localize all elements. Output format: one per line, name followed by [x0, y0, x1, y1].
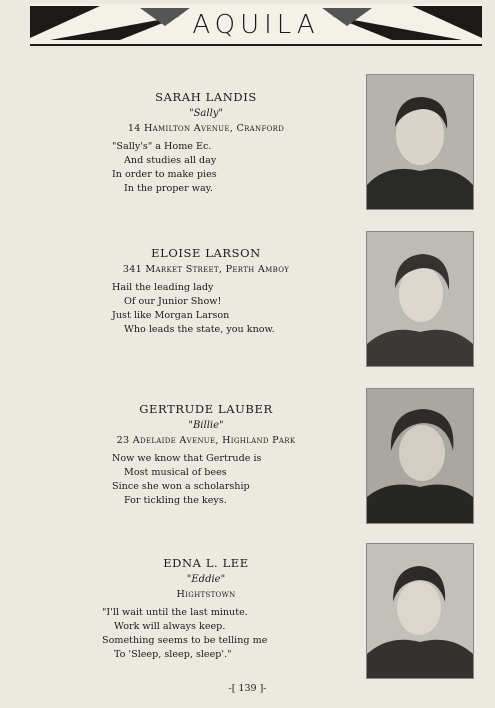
student-photo: [366, 74, 474, 210]
student-address: 23 Adelaide Avenue, Highland Park: [116, 435, 296, 446]
verse-line: Work will always keep.: [114, 621, 226, 632]
portrait-image: [367, 544, 473, 678]
student-name: EDNA L. LEE: [163, 556, 249, 570]
student-address: 341 Market Street, Perth Amboy: [122, 264, 290, 275]
verse-line: Something seems to be telling me: [102, 635, 268, 646]
student-photo: [366, 543, 474, 679]
entry-edna-lee: [72, 556, 340, 662]
header-banner: [30, 4, 482, 46]
verse-line: "Sally's" a Home Ec.: [112, 141, 212, 152]
student-verse: [112, 452, 340, 508]
student-name: SARAH LANDIS: [155, 90, 257, 104]
verse-line: Hail the leading lady: [112, 282, 214, 293]
student-nickname: "Eddie": [186, 574, 226, 585]
verse-line: Most musical of bees: [124, 467, 227, 478]
portrait-image: [367, 389, 473, 523]
student-verse: [102, 606, 340, 662]
student-photo: [366, 231, 474, 367]
verse-line: Of our Junior Show!: [124, 296, 222, 307]
student-name: GERTRUDE LAUBER: [139, 402, 273, 416]
verse-line: Who leads the state, you know.: [124, 324, 275, 335]
student-photo: [366, 388, 474, 524]
student-address: Hightstown: [176, 589, 236, 600]
student-verse: [112, 140, 340, 196]
page-number: -[ 139 ]-: [228, 683, 267, 694]
verse-line: Since she won a scholarship: [112, 481, 250, 492]
entry-sarah-landis: [72, 90, 340, 196]
entry-eloise-larson: [72, 246, 340, 337]
yearbook-title: AQUILA: [192, 10, 320, 40]
verse-line: In order to make pies: [112, 169, 217, 180]
verse-line: In the proper way.: [124, 183, 213, 194]
student-address: 14 Hamilton Avenue, Cranford: [127, 123, 285, 134]
student-verse: [112, 281, 340, 337]
student-nickname: "Billie": [188, 420, 224, 431]
verse-line: To 'Sleep, sleep, sleep'.": [114, 649, 232, 660]
entry-gertrude-lauber: [72, 402, 340, 508]
verse-line: "I'll wait until the last minute.: [102, 607, 248, 618]
portrait-image: [367, 232, 473, 366]
student-nickname: "Sally": [188, 108, 224, 119]
student-name: ELOISE LARSON: [151, 246, 261, 260]
portrait-image: [367, 75, 473, 209]
verse-line: And studies all day: [124, 155, 217, 166]
verse-line: Just like Morgan Larson: [112, 310, 230, 321]
verse-line: For tickling the keys.: [124, 495, 227, 506]
verse-line: Now we know that Gertrude is: [112, 453, 262, 464]
